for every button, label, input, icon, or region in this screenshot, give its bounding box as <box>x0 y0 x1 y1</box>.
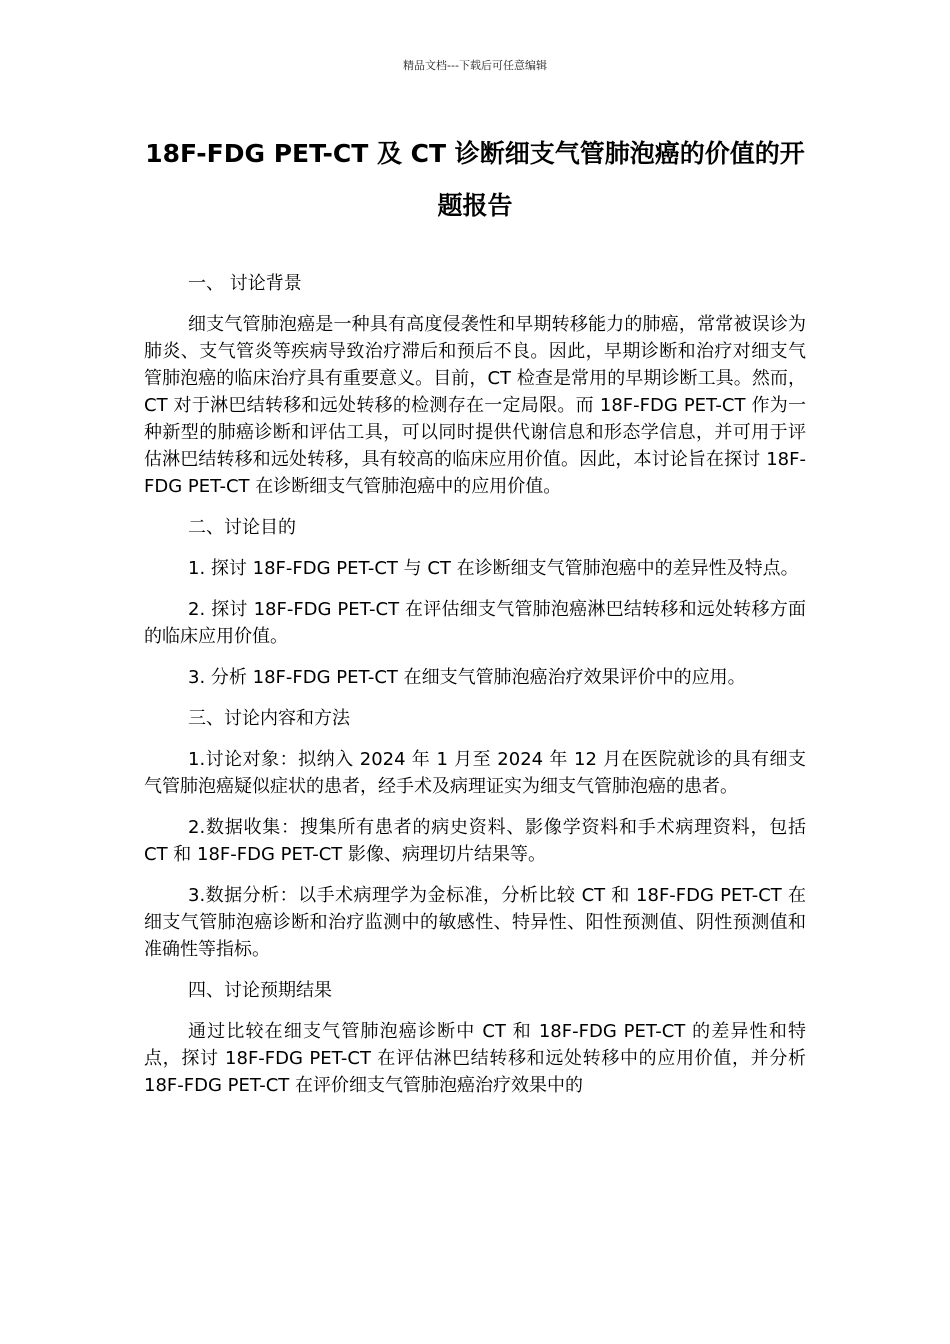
paragraph-methods-1: 1.讨论对象：拟纳入 2024 年 1 月至 2024 年 12 月在医院就诊的具有细支气管肺泡癌疑似症状的患者，经手术及病理证实为细支气管肺泡癌的患者。 <box>144 749 806 797</box>
section-heading-expected-results: 四、讨论预期结果 <box>188 980 332 1001</box>
paragraph-purpose-3: 3. 分析 18F-FDG PET-CT 在细支气管肺泡癌治疗效果评价中的应用。 <box>188 667 746 688</box>
paragraph-methods-3: 3.数据分析：以手术病理学为金标准，分析比较 CT 和 18F-FDG PET-CT 在细支气管肺泡癌诊断和治疗监测中的敏感性、特异性、阳性预测值、阴性预测值和准确性等指标。 <box>144 885 806 960</box>
section-heading-background: 一、 讨论背景 <box>188 273 302 294</box>
paragraph-purpose-2: 2. 探讨 18F-FDG PET-CT 在评估细支气管肺泡癌淋巴结转移和远处转移方面的临床应用价值。 <box>144 599 806 647</box>
section-heading-purpose: 二、讨论目的 <box>188 517 296 538</box>
paragraph-expected-results: 通过比较在细支气管肺泡癌诊断中 CT 和 18F-FDG PET-CT 的差异性和特点，探讨 18F-FDG PET-CT 在评估淋巴结转移和远处转移中的应用价值，并分析 18F-FDG PET-CT 在评价细支气管肺泡癌治疗效果中的 <box>144 1021 806 1096</box>
paragraph-background: 细支气管肺泡癌是一种具有高度侵袭性和早期转移能力的肺癌，常常被误诊为肺炎、支气管炎等疾病导致治疗滞后和预后不良。因此，早期诊断和治疗对细支气管肺泡癌的临床治疗具有重要意义。目前，CT 检查是常用的早期诊断工具。然而，CT 对于淋巴结转移和远处转移的检测存在一定局限。而 18F-FDG PET-CT 作为一种新型的肺癌诊断和评估工具，可以同时提供代谢信息和形态学信息，并可用于评估淋巴结转移和远处转移，具有较高的临床应用价值。因此，本讨论旨在探讨 18F-FDG PET-CT 在诊断细支气管肺泡癌中的应用价值。 <box>144 314 806 497</box>
paragraph-methods-2: 2.数据收集：搜集所有患者的病史资料、影像学资料和手术病理资料，包括 CT 和 18F-FDG PET-CT 影像、病理切片结果等。 <box>144 817 806 865</box>
section-heading-methods: 三、讨论内容和方法 <box>188 708 350 729</box>
header-note: 精品文档---下载后可任意编辑 <box>403 59 547 72</box>
document-title: 18F-FDG PET-CT 及 CT 诊断细支气管肺泡癌的价值的开题报告 <box>145 139 805 220</box>
document-body <box>144 270 806 1113</box>
paragraph-purpose-1: 1. 探讨 18F-FDG PET-CT 与 CT 在诊断细支气管肺泡癌中的差异性及特点。 <box>188 558 799 579</box>
